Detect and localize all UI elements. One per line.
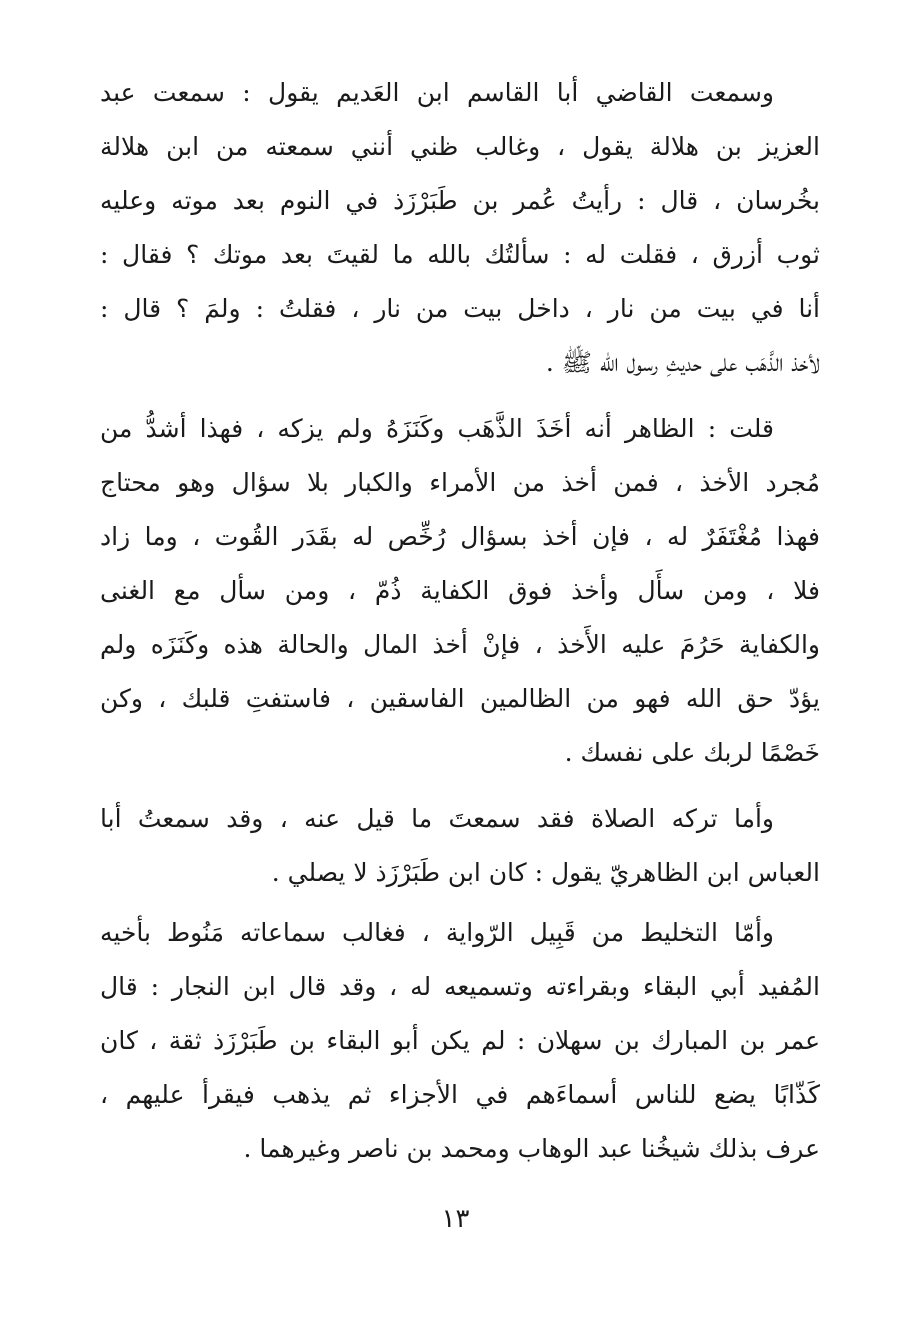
text-line: خَصْمًا لربك على نفسك . [564, 738, 820, 767]
page-number: ١٣ [441, 1204, 470, 1234]
text-line: ثوب أزرق ، فقلت له : سألتُك بالله ما لقيتَ بعد موتك ؟ فقال : [100, 240, 820, 269]
paragraph-1 [100, 66, 820, 390]
paragraph-2 [100, 402, 820, 780]
text-line: عمر بن المبارك بن سهلان : لم يكن أبو البقاء بن طَبَرْزَذ ثقة ، كان [100, 1026, 820, 1055]
text-line: فهذا مُغْتَفَرٌ له ، فإن أخذ بسؤال رُخِّص له بقَدَر القُوت ، وما زاد [100, 522, 820, 551]
text-line: يؤدّ حق الله فهو من الظالمين الفاسقين ، فاستفتِ قلبك ، وكن [100, 684, 820, 713]
text-line: والكفاية حَرُمَ عليه الأَخذ ، فإنْ أخذ المال والحالة هذه وكَنَزَه ولم [100, 630, 820, 659]
text-line: وسمعت القاضي أبا القاسم ابن العَديم يقول : سمعت عبد [100, 78, 774, 107]
text-line: فلا ، ومن سأَل وأخذ فوق الكفاية ذُمّ ، ومن سأل مع الغنى [100, 576, 820, 605]
text-line: أنا في بيت من نار ، داخل بيت من نار ، فقلتُ : ولمَ ؟ قال : [100, 294, 820, 323]
page-body [100, 66, 820, 1176]
text-line: كَذّابًا يضع للناس أسماءَهم في الأجزاء ثم يذهب فيقرأ عليهم ، [100, 1080, 820, 1109]
text-line: مُجرد الأخذ ، فمن أخذ من الأمراء والكبار بلا سؤال وهو محتاج [100, 468, 820, 497]
paragraph-3 [100, 792, 820, 900]
text-line: عرف بذلك شيخُنا عبد الوهاب ومحمد بن ناصر وغيرهما . [243, 1134, 820, 1163]
text-line: وأما تركه الصلاة فقد سمعتَ ما قيل عنه ، وقد سمعتُ أبا [100, 804, 774, 833]
text-line: بخُرسان ، قال : رأيتُ عُمر بن طَبَرْزَذ في النوم بعد موته وعليه [100, 186, 820, 215]
text-line: قلت : الظاهر أنه أخَذَ الذَّهَب وكَنَزَهُ ولم يزكه ، فهذا أشدُّ من [100, 414, 774, 443]
text-line: العزيز بن هلالة يقول ، وغالب ظني أنني سمعته من ابن هلالة [100, 132, 820, 161]
text-line: لأخذ الذَّهَب على حديثِ رسول الله ﷺ . [545, 348, 820, 377]
text-line: وأمّا التخليط من قَبِيل الرّواية ، فغالب سماعاته مَنُوط بأخيه [100, 918, 774, 947]
paragraph-4 [100, 906, 820, 1176]
text-line: المُفيد أبي البقاء وبقراءته وتسميعه له ، وقد قال ابن النجار : قال [100, 972, 820, 1001]
text-line: العباس ابن الظاهريّ يقول : كان ابن طَبَرْزَذ لا يصلي . [271, 858, 820, 887]
